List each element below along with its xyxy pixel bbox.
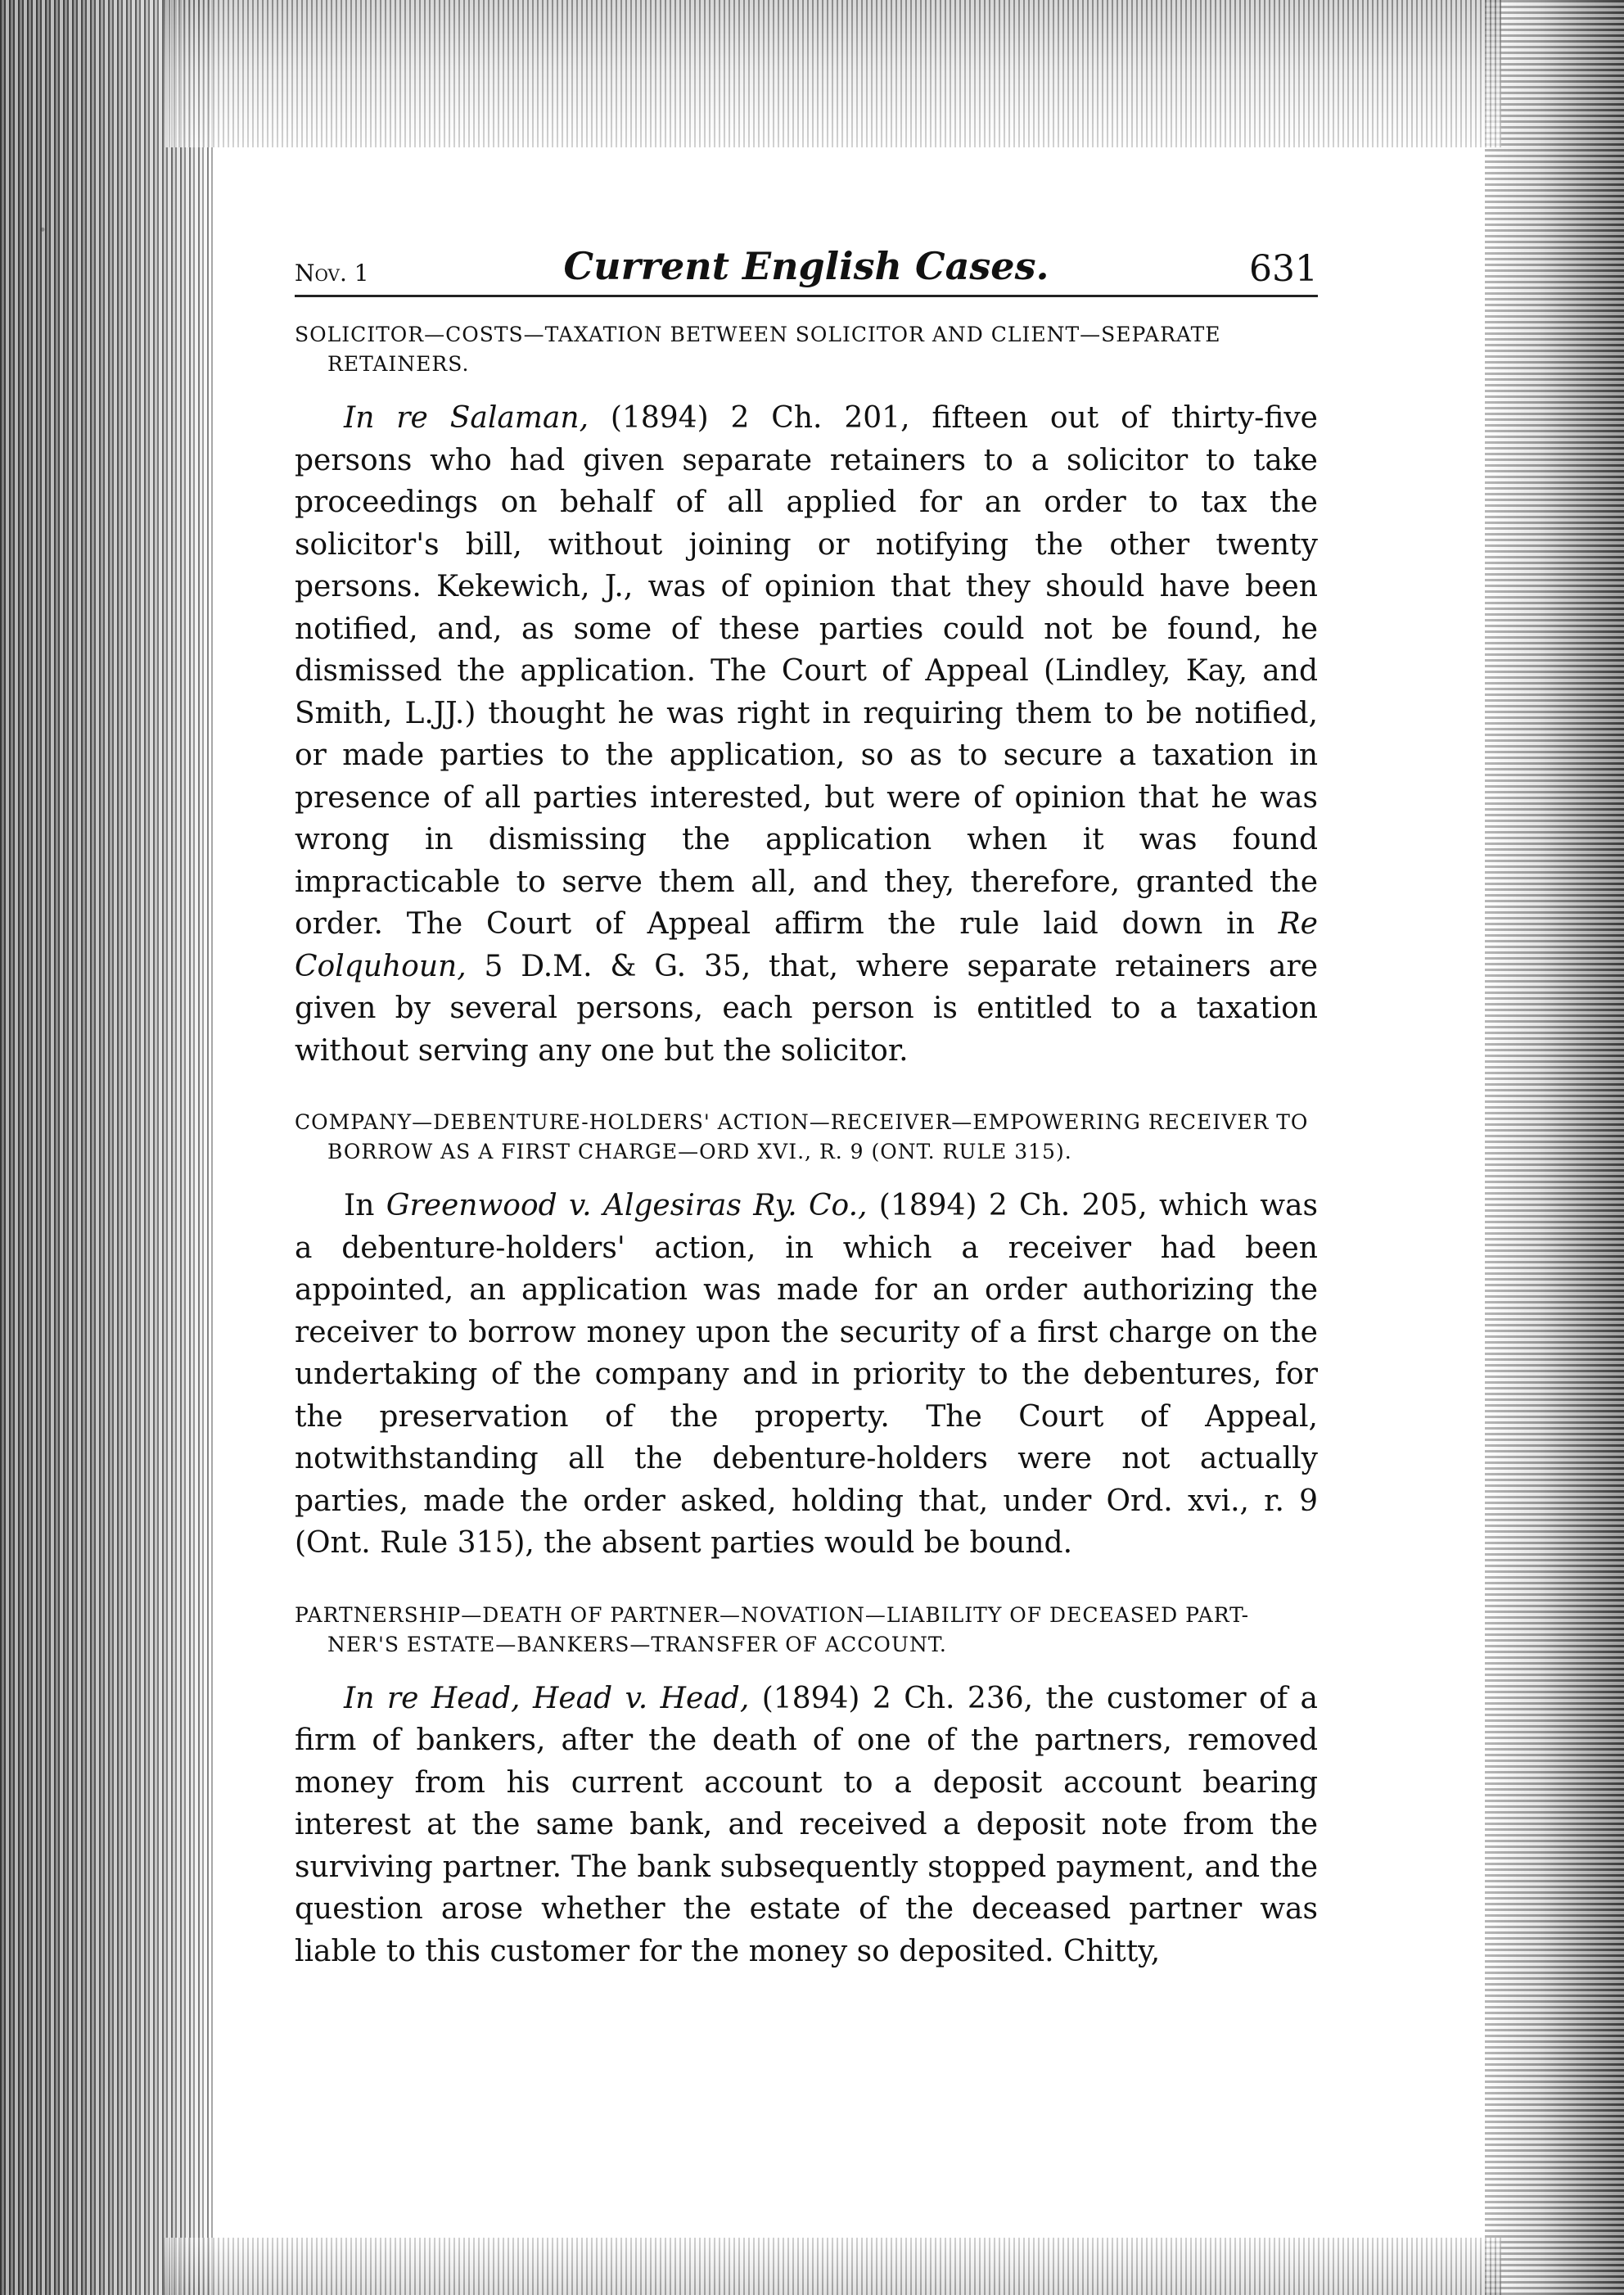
running-head-title: Current English Cases. (563, 244, 1049, 288)
paragraph-text: (1894) 2 Ch. 236, the customer of a firm of bankers, after the death of one of the partners, removed money from his current account to a deposit account bearing interest at the same bank, and received a deposit note from the surviving partner. The bank subsequently stopped payment, and the question arose whether the estate of the deceased partner was liable to this customer for the money so deposited. Chitty, (295, 1681, 1318, 1968)
case-name: In re Salaman, (344, 401, 589, 435)
cited-case-name: Re Colquhoun, (295, 907, 1318, 983)
paragraph-text: 5 D.M. & G. 35, that, where separate retainers are given by several persons, each person is entitled to a taxation without serving any one but the solicitor. (295, 949, 1318, 1068)
section-paragraph (295, 397, 1318, 1072)
paragraph-text: (1894) 2 Ch. 201, fifteen out of thirty-five persons who had given separate retainers to a solicitor to take proceedings on behalf of all applied for an order to tax the solicitor's bill, without joining or notifying the other twenty persons. Kekewich, J., was of opinion that they should have been notified, and, as some of these parties could not be found, he dismissed the application. The Court of Appeal (Lindley, Kay, and Smith, L.JJ.) thought he was right in requiring them to be notified, or made parties to the application, so as to secure a taxation in presence of all parties interested, but were of opinion that he was wrong in dismissing the application when it was found impracticable to serve them all, and they, therefore, granted the order. The Court of Appeal affirm the rule laid down in (295, 401, 1318, 941)
section-heading (295, 1601, 1318, 1660)
section-paragraph (295, 1185, 1318, 1565)
running-head (295, 229, 1318, 297)
section-heading-line: NER'S ESTATE—BANKERS—TRANSFER OF ACCOUNT. (327, 1632, 947, 1656)
scan-left-edge (0, 0, 213, 2295)
section-heading-line: COMPANY—DEBENTURE-HOLDERS' ACTION—RECEIVER—EMPOWERING RECEIVER TO (295, 1110, 1309, 1134)
section-heading-line: RETAINERS. (327, 352, 470, 376)
section-heading-line: BORROW AS A FIRST CHARGE—ORD XVI., R. 9 (ONT. RULE 315). (327, 1140, 1072, 1163)
section-heading (295, 320, 1318, 379)
section-heading-line: PARTNERSHIP—DEATH OF PARTNER—NOVATION—LIABILITY OF DECEASED PART- (295, 1602, 1250, 1627)
scan-bottom-edge (164, 2238, 1501, 2295)
running-head-date: Nov. 1 (295, 260, 369, 287)
section-heading (295, 1108, 1318, 1167)
paragraph-text: In (344, 1189, 386, 1222)
paragraph-text: (1894) 2 Ch. 205, which was a debenture-holders' action, in which a receiver had been appointed, an application was made for an order authorizing the receiver to borrow money upon the security of a first charge on the undertaking of the company and in priority to the debentures, for the preservation of the property. The Court of Appeal, notwithstanding all the debenture-holders were not actually parties, made the order asked, holding that, under Ord. xvi., r. 9 (Ont. Rule 315), the absent parties would be bound. (295, 1189, 1318, 1560)
scan-top-edge (164, 0, 1501, 147)
section-paragraph (295, 1678, 1318, 1973)
section-heading-line: SOLICITOR—COSTS—TAXATION BETWEEN SOLICITOR AND CLIENT—SEPARATE (295, 323, 1221, 346)
scan-right-edge (1485, 0, 1624, 2295)
page-number: 631 (1249, 248, 1318, 290)
case-name: In re Head, Head v. Head, (344, 1681, 750, 1715)
case-name: Greenwood v. Algesiras Ry. Co., (386, 1189, 868, 1222)
document-page (295, 229, 1318, 2008)
